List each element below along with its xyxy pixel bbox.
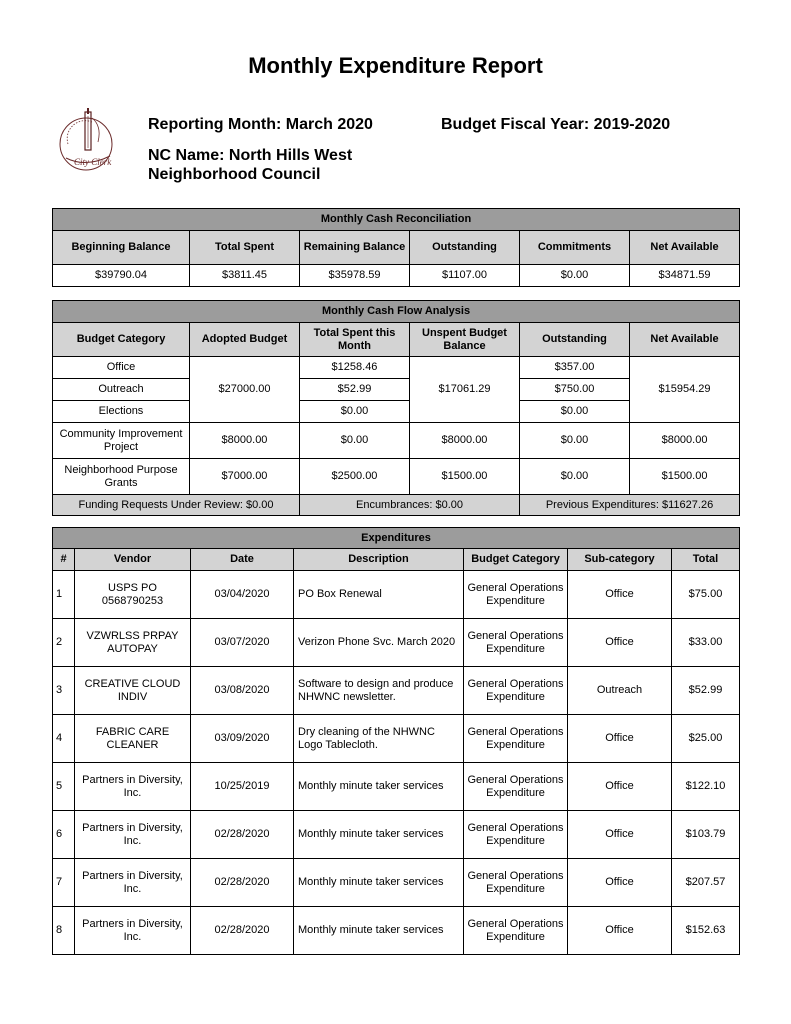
vendor: CREATIVE CLOUD INDIV (75, 667, 191, 715)
vendor: Partners in Diversity, Inc. (75, 763, 191, 811)
budget-category: General Operations Expenditure (464, 667, 568, 715)
vendor: Partners in Diversity, Inc. (75, 859, 191, 907)
column-header: Outstanding (410, 231, 520, 265)
row-number: 3 (53, 667, 75, 715)
sub-category: Office (568, 859, 672, 907)
column-header: Commitments (520, 231, 630, 265)
adopted-budget: $8000.00 (190, 423, 300, 459)
cash-flow-table (52, 300, 740, 516)
column-header: Total (672, 549, 740, 571)
description: Monthly minute taker services (294, 811, 464, 859)
section-title: Expenditures (53, 528, 740, 549)
section-title: Monthly Cash Reconciliation (53, 209, 740, 231)
total-spent: $1258.46 (300, 357, 410, 379)
vendor: Partners in Diversity, Inc. (75, 907, 191, 955)
sub-category: Office (568, 715, 672, 763)
vendor: Partners in Diversity, Inc. (75, 811, 191, 859)
column-header: Outstanding (520, 323, 630, 357)
expenditures-body (53, 571, 740, 955)
nc-name (148, 146, 352, 184)
nc-name-line2: Neighborhood Council (148, 166, 321, 183)
column-header: Remaining Balance (300, 231, 410, 265)
column-header: Date (191, 549, 294, 571)
date: 03/09/2020 (191, 715, 294, 763)
date: 03/08/2020 (191, 667, 294, 715)
table-row (53, 423, 740, 459)
sub-category: Office (568, 619, 672, 667)
section-title: Monthly Cash Flow Analysis (53, 301, 740, 323)
total: $25.00 (672, 715, 740, 763)
remaining-balance: $35978.59 (300, 265, 410, 287)
cash-reconciliation-table (52, 208, 740, 287)
date: 02/28/2020 (191, 859, 294, 907)
date: 10/25/2019 (191, 763, 294, 811)
outstanding: $0.00 (520, 423, 630, 459)
total: $122.10 (672, 763, 740, 811)
table-row (53, 571, 740, 619)
description: Monthly minute taker services (294, 907, 464, 955)
column-header: Budget Category (464, 549, 568, 571)
sub-category: Office (568, 907, 672, 955)
total: $207.57 (672, 859, 740, 907)
column-header: Budget Category (53, 323, 190, 357)
date: 03/04/2020 (191, 571, 294, 619)
budget-category: General Operations Expenditure (464, 571, 568, 619)
column-header: Net Available (630, 323, 740, 357)
date: 02/28/2020 (191, 811, 294, 859)
sub-category: Office (568, 571, 672, 619)
budget-category: Neighborhood Purpose Grants (53, 459, 190, 495)
total-spent: $0.00 (300, 423, 410, 459)
date: 02/28/2020 (191, 907, 294, 955)
column-header: Adopted Budget (190, 323, 300, 357)
budget-category: General Operations Expenditure (464, 859, 568, 907)
column-header: Net Available (630, 231, 740, 265)
description: Dry cleaning of the NHWNC Logo Tablecloth. (294, 715, 464, 763)
net-available: $34871.59 (630, 265, 740, 287)
table-row (53, 667, 740, 715)
seal-text: City Clerk (74, 157, 112, 167)
column-header: Total Spent this Month (300, 323, 410, 357)
adopted-budget: $7000.00 (190, 459, 300, 495)
row-number: 1 (53, 571, 75, 619)
table-row (53, 859, 740, 907)
beginning-balance: $39790.04 (53, 265, 190, 287)
description: Monthly minute taker services (294, 763, 464, 811)
total-spent: $52.99 (300, 379, 410, 401)
outstanding: $0.00 (520, 401, 630, 423)
column-header: Total Spent (190, 231, 300, 265)
net-available: $1500.00 (630, 459, 740, 495)
table-row (53, 357, 740, 379)
vendor: FABRIC CARE CLEANER (75, 715, 191, 763)
commitments: $0.00 (520, 265, 630, 287)
outstanding: $0.00 (520, 459, 630, 495)
total-spent: $2500.00 (300, 459, 410, 495)
table-row (53, 459, 740, 495)
total-spent: $3811.45 (190, 265, 300, 287)
outstanding: $357.00 (520, 357, 630, 379)
budget-category: General Operations Expenditure (464, 619, 568, 667)
net-available: $8000.00 (630, 423, 740, 459)
budget-category: General Operations Expenditure (464, 715, 568, 763)
column-header: # (53, 549, 75, 571)
row-number: 8 (53, 907, 75, 955)
column-header: Sub-category (568, 549, 672, 571)
column-header: Unspent Budget Balance (410, 323, 520, 357)
description: PO Box Renewal (294, 571, 464, 619)
nc-name-line1: NC Name: North Hills West (148, 147, 353, 164)
budget-category: General Operations Expenditure (464, 907, 568, 955)
budget-category: General Operations Expenditure (464, 811, 568, 859)
table-row (53, 811, 740, 859)
row-number: 7 (53, 859, 75, 907)
adopted-budget: $27000.00 (190, 357, 300, 423)
total: $52.99 (672, 667, 740, 715)
table-row (53, 907, 740, 955)
expenditures-table (52, 527, 740, 955)
total: $152.63 (672, 907, 740, 955)
table-row (53, 619, 740, 667)
date: 03/07/2020 (191, 619, 294, 667)
unspent-balance: $17061.29 (410, 357, 520, 423)
sub-category: Office (568, 763, 672, 811)
sub-category: Office (568, 811, 672, 859)
vendor: VZWRLSS PRPAY AUTOPAY (75, 619, 191, 667)
total-spent: $0.00 (300, 401, 410, 423)
city-clerk-seal-icon (52, 106, 124, 178)
description: Software to design and produce NHWNC newsletter. (294, 667, 464, 715)
net-available: $15954.29 (630, 357, 740, 423)
total: $75.00 (672, 571, 740, 619)
outstanding: $750.00 (520, 379, 630, 401)
column-header: Beginning Balance (53, 231, 190, 265)
table-row (53, 715, 740, 763)
budget-category: Elections (53, 401, 190, 423)
description: Verizon Phone Svc. March 2020 (294, 619, 464, 667)
total: $103.79 (672, 811, 740, 859)
budget-fiscal-year: Budget Fiscal Year: 2019-2020 (441, 116, 671, 133)
budget-category: Community Improvement Project (53, 423, 190, 459)
unspent-balance: $8000.00 (410, 423, 520, 459)
row-number: 6 (53, 811, 75, 859)
sub-category: Outreach (568, 667, 672, 715)
report-title: Monthly Expenditure Report (248, 53, 543, 78)
reporting-month: Reporting Month: March 2020 (148, 116, 373, 133)
encumbrances: Encumbrances: $0.00 (300, 495, 520, 516)
row-number: 5 (53, 763, 75, 811)
row-number: 2 (53, 619, 75, 667)
column-header: Vendor (75, 549, 191, 571)
column-header: Description (294, 549, 464, 571)
budget-category: Office (53, 357, 190, 379)
budget-category: General Operations Expenditure (464, 763, 568, 811)
outstanding: $1107.00 (410, 265, 520, 287)
previous-expenditures: Previous Expenditures: $11627.26 (520, 495, 740, 516)
budget-category: Outreach (53, 379, 190, 401)
description: Monthly minute taker services (294, 859, 464, 907)
table-row (53, 763, 740, 811)
total: $33.00 (672, 619, 740, 667)
row-number: 4 (53, 715, 75, 763)
unspent-balance: $1500.00 (410, 459, 520, 495)
funding-requests-under-review: Funding Requests Under Review: $0.00 (53, 495, 300, 516)
vendor: USPS PO 0568790253 (75, 571, 191, 619)
